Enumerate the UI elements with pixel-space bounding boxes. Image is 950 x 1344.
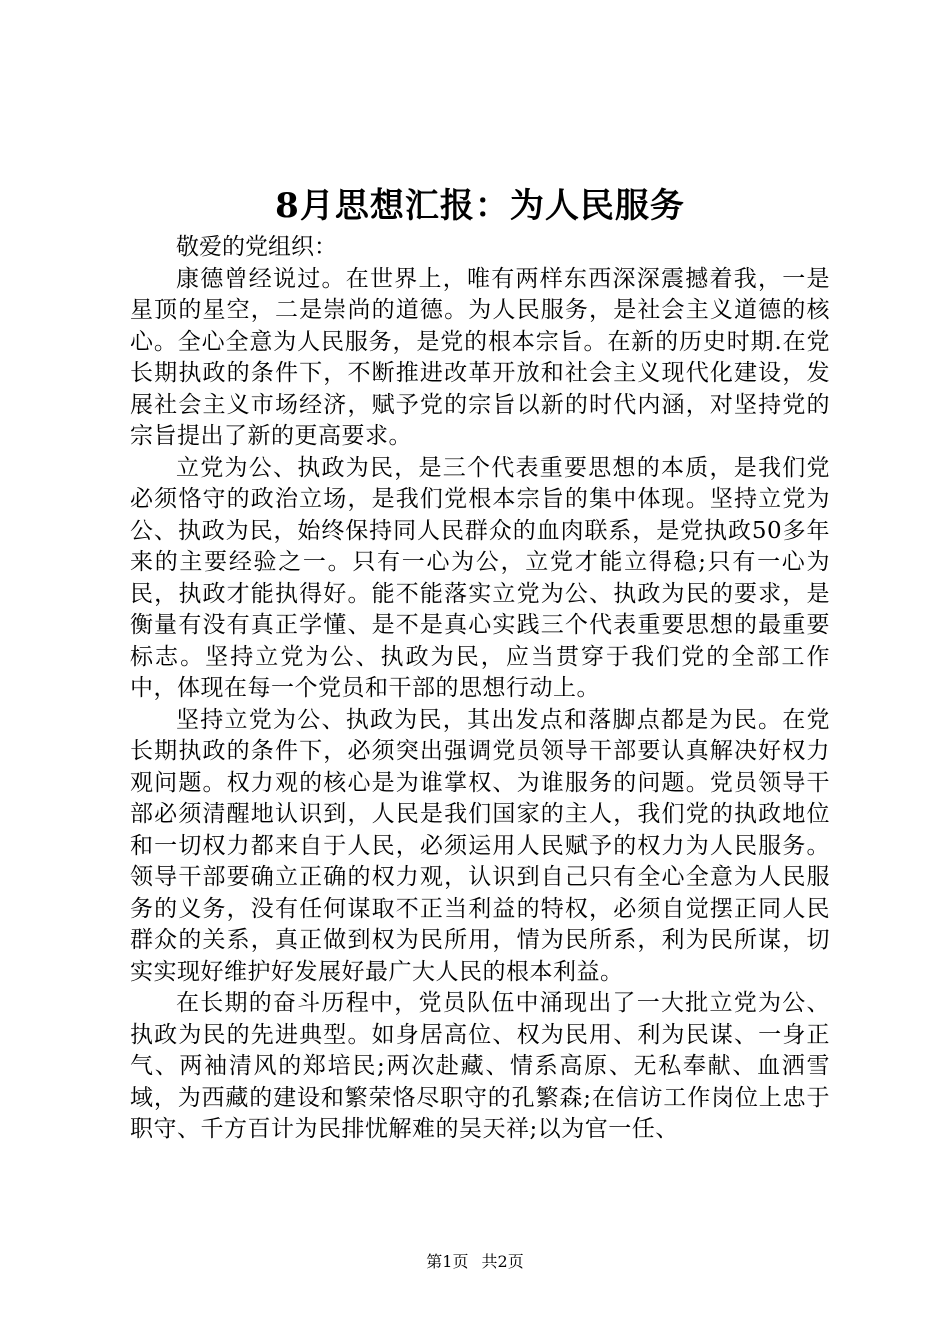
document-page [130,180,830,1146]
paragraph-1: 康德曾经说过。在世界上，唯有两样东西深深震撼着我，一是星顶的星空，二是崇尚的道德。为人民服务，是社会主义道德的核心。全心全意为人民服务，是党的根本宗旨。在新的历史时期.在党长期执政的条件下，不断推进改革开放和社会主义现代化建设，发展社会主义市场经济，赋予党的宗旨以新的时代内涵，对坚持党的宗旨提出了新的更高要求。 [130,265,830,449]
paragraph-2: 立党为公、执政为民，是三个代表重要思想的本质，是我们党必须恪守的政治立场，是我们党根本宗旨的集中体现。坚持立党为公、执政为民，始终保持同人民群众的血肉联系，是党执政50多年来的主要经验之一。只有一心为公，立党才能立得稳;只有一心为民，执政才能执得好。能不能落实立党为公、执政为民的要求，是衡量有没有真正学懂、是不是真心实践三个代表重要思想的最重要标志。坚持立党为公、执政为民，应当贯穿于我们党的全部工作中，体现在每一个党员和干部的思想行动上。 [130,454,830,701]
page-footer [0,1252,950,1272]
document-title: 8月思想汇报：为人民服务 [275,186,685,226]
page-number: 第1页 [426,1252,469,1271]
paragraph-3: 坚持立党为公、执政为民，其出发点和落脚点都是为民。在党长期执政的条件下，必须突出强调党员领导干部要认真解决好权力观问题。权力观的核心是为谁掌权、为谁服务的问题。党员领导干部必须清醒地认识到，人民是我们国家的主人，我们党的执政地位和一切权力都来自于人民，必须运用人民赋予的权力为人民服务。领导干部要确立正确的权力观，认识到自己只有全心全意为人民服务的义务，没有任何谋取不正当利益的特权，必须自觉摆正同人民群众的关系，真正做到权为民所用，情为民所系，利为民所谋，切实实现好维护好发展好最广大人民的根本利益。 [130,706,830,985]
page-total: 共2页 [481,1252,524,1271]
salutation: 敬爱的党组织： [176,234,337,260]
paragraph-4: 在长期的奋斗历程中，党员队伍中涌现出了一大批立党为公、执政为民的先进典型。如身居高位、权为民用、利为民谋、一身正气、两袖清风的郑培民;两次赴藏、情系高原、无私奉献、血洒雪域，为西藏的建设和繁荣恪尽职守的孔繁森;在信访工作岗位上忠于职守、千方百计为民排忧解难的吴天祥;以为官一任、 [130,990,830,1142]
